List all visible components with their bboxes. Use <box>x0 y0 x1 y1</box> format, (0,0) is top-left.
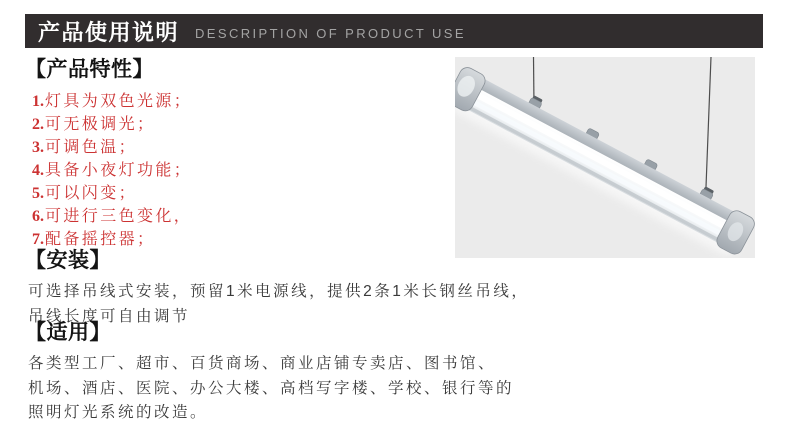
led-light-illustration <box>455 57 755 258</box>
features-section <box>25 57 192 251</box>
feature-number: 3. <box>32 139 44 156</box>
install-line: 可选择吊线式安装，预留1米电源线，提供2条1米长钢丝吊线， <box>28 283 530 300</box>
feature-item <box>32 159 192 182</box>
feature-item <box>32 205 192 228</box>
usage-line: 照明灯光系统的改造。 <box>28 404 209 421</box>
product-photo <box>455 57 755 258</box>
feature-text: 可无极调光； <box>45 116 156 133</box>
feature-number: 2. <box>32 116 44 133</box>
led-tube <box>470 89 735 234</box>
feature-number: 1. <box>32 93 44 110</box>
feature-text: 可以闪变； <box>45 185 138 202</box>
page-subtitle: DESCRIPTION OF PRODUCT USE <box>195 26 466 41</box>
usage-text <box>28 352 514 423</box>
feature-text: 可进行三色变化， <box>45 208 193 225</box>
feature-item <box>32 136 192 159</box>
page-title: 产品使用说明 <box>38 19 180 45</box>
suspension-wire-right <box>706 57 712 200</box>
feature-number: 4. <box>32 162 44 179</box>
features-list <box>32 90 192 251</box>
feature-item <box>32 113 192 136</box>
feature-number: 6. <box>32 208 44 225</box>
install-heading: 【安装】 <box>25 249 111 272</box>
feature-text: 配备摇控器； <box>45 231 156 248</box>
feature-number: 5. <box>32 185 44 202</box>
feature-item <box>32 90 192 113</box>
feature-text: 可调色温； <box>45 139 138 156</box>
usage-heading: 【适用】 <box>25 321 111 344</box>
features-heading: 【产品特性】 <box>25 58 154 81</box>
install-section <box>25 248 529 329</box>
feature-text: 灯具为双色光源； <box>45 93 193 110</box>
feature-number: 7. <box>32 231 44 248</box>
feature-item <box>32 182 192 205</box>
install-line: 吊线长度可自由调节 <box>28 307 191 325</box>
usage-section <box>25 320 514 423</box>
usage-line: 机场、酒店、医院、办公大楼、高档写字楼、学校、银行等的 <box>28 379 515 397</box>
usage-line: 各类型工厂、超市、百货商场、商业店铺专卖店、图书馆、 <box>28 355 497 372</box>
title-bar <box>25 14 763 48</box>
feature-text: 具备小夜灯功能； <box>45 162 193 179</box>
led-tube <box>466 97 731 241</box>
